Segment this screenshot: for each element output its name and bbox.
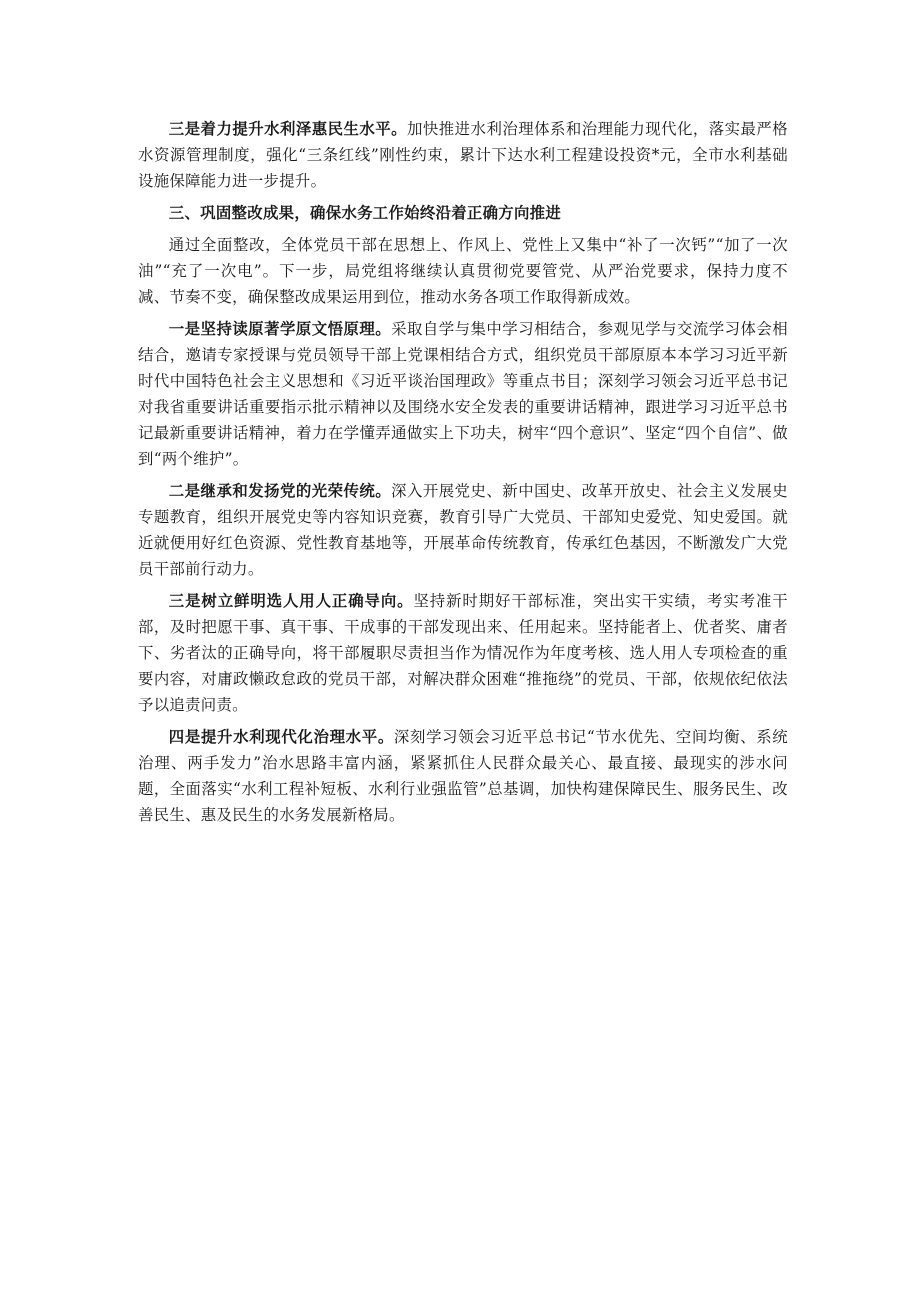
paragraph-lead: 三是树立鲜明选人用人正确导向。: [168, 592, 414, 610]
paragraph-7: [138, 724, 788, 828]
paragraph-text: 加快推进水利治理体系和治理能力现代化，落实最严格水资源管理制度，强化“三条红线”刚性约束，累计下达水利工程建设投资*元，全市水利基础设施保障能力进一步提升。: [138, 120, 788, 190]
paragraph-text: 深刻学习领会习近平总书记“节水优先、空间均衡、系统治理、两手发力”治水思路丰富内涵，紧紧抓住人民群众最关心、最直接、最现实的涉水问题，全面落实“水利工程补短板、水利行业强监管”总基调，加快构建保障民生、服务民生、改善民生、惠及民生的水务发展新格局。: [138, 728, 789, 824]
paragraph-text: 采取自学与集中学习相结合，参观见学与交流学习体会相结合，邀请专家授课与党员领导干部上党课相结合方式，组织党员干部原原本本学习习近平新时代中国特色社会主义思想和《习近平谈治国理政》等重点书目；深刻学习领会习近平总书记对我省重要讲话重要指示批示精神以及围绕水安全发表的重要讲话精神，跟进学习习近平总书记最新重要讲话精神，着力在学懂弄通做实上下功夫，树牢“四个意识”、坚定“四个自信”、做到“两个维护”。: [138, 320, 788, 468]
section-heading: 三、巩固整改成果，确保水务工作始终沿着正确方向推进: [168, 204, 562, 222]
paragraph-lead: 三是着力提升水利泽惠民生水平。: [168, 120, 408, 138]
paragraph-3: [138, 232, 788, 310]
paragraph-1: [138, 116, 788, 194]
paragraph-lead: 二是继承和发扬党的光荣传统。: [168, 482, 392, 500]
paragraph-text: 通过全面整改，全体党员干部在思想上、作风上、党性上又集中“补了一次钙”“加了一次油”“充了一次电”。下一步，局党组将继续认真贯彻党要管党、从严治党要求，保持力度不减、节奏不变，确保整改成果运用到位，推动水务各项工作取得新成效。: [138, 236, 788, 306]
paragraph-text: 坚持新时期好干部标准，突出实干实绩，考实考准干部，及时把愿干事、真干事、干成事的干部发现出来、任用起来。坚持能者上、优者奖、庸者下、劣者汰的正确导向，将干部履职尽责担当作为情况作为年度考核、选人用人专项检查的重要内容，对庸政懒政怠政的党员干部，对解决群众困难“推拖绕”的党员、干部，依规依纪依法予以追责问责。: [138, 592, 788, 714]
paragraph-6: [138, 588, 788, 718]
paragraph-text: 深入开展党史、新中国史、改革开放史、社会主义发展史专题教育，组织开展党史等内容知识竞赛，教育引导广大党员、干部知史爱党、知史爱国。就近就便用好红色资源、党性教育基地等，开展革命传统教育，传承红色基因，不断激发广大党员干部前行动力。: [138, 482, 788, 578]
paragraph-4: [138, 316, 788, 472]
paragraph-lead: 一是坚持读原著学原文悟原理。: [168, 320, 392, 338]
paragraph-lead: 四是提升水利现代化治理水平。: [168, 728, 394, 746]
paragraph-5: [138, 478, 788, 582]
document-body: [138, 116, 788, 834]
